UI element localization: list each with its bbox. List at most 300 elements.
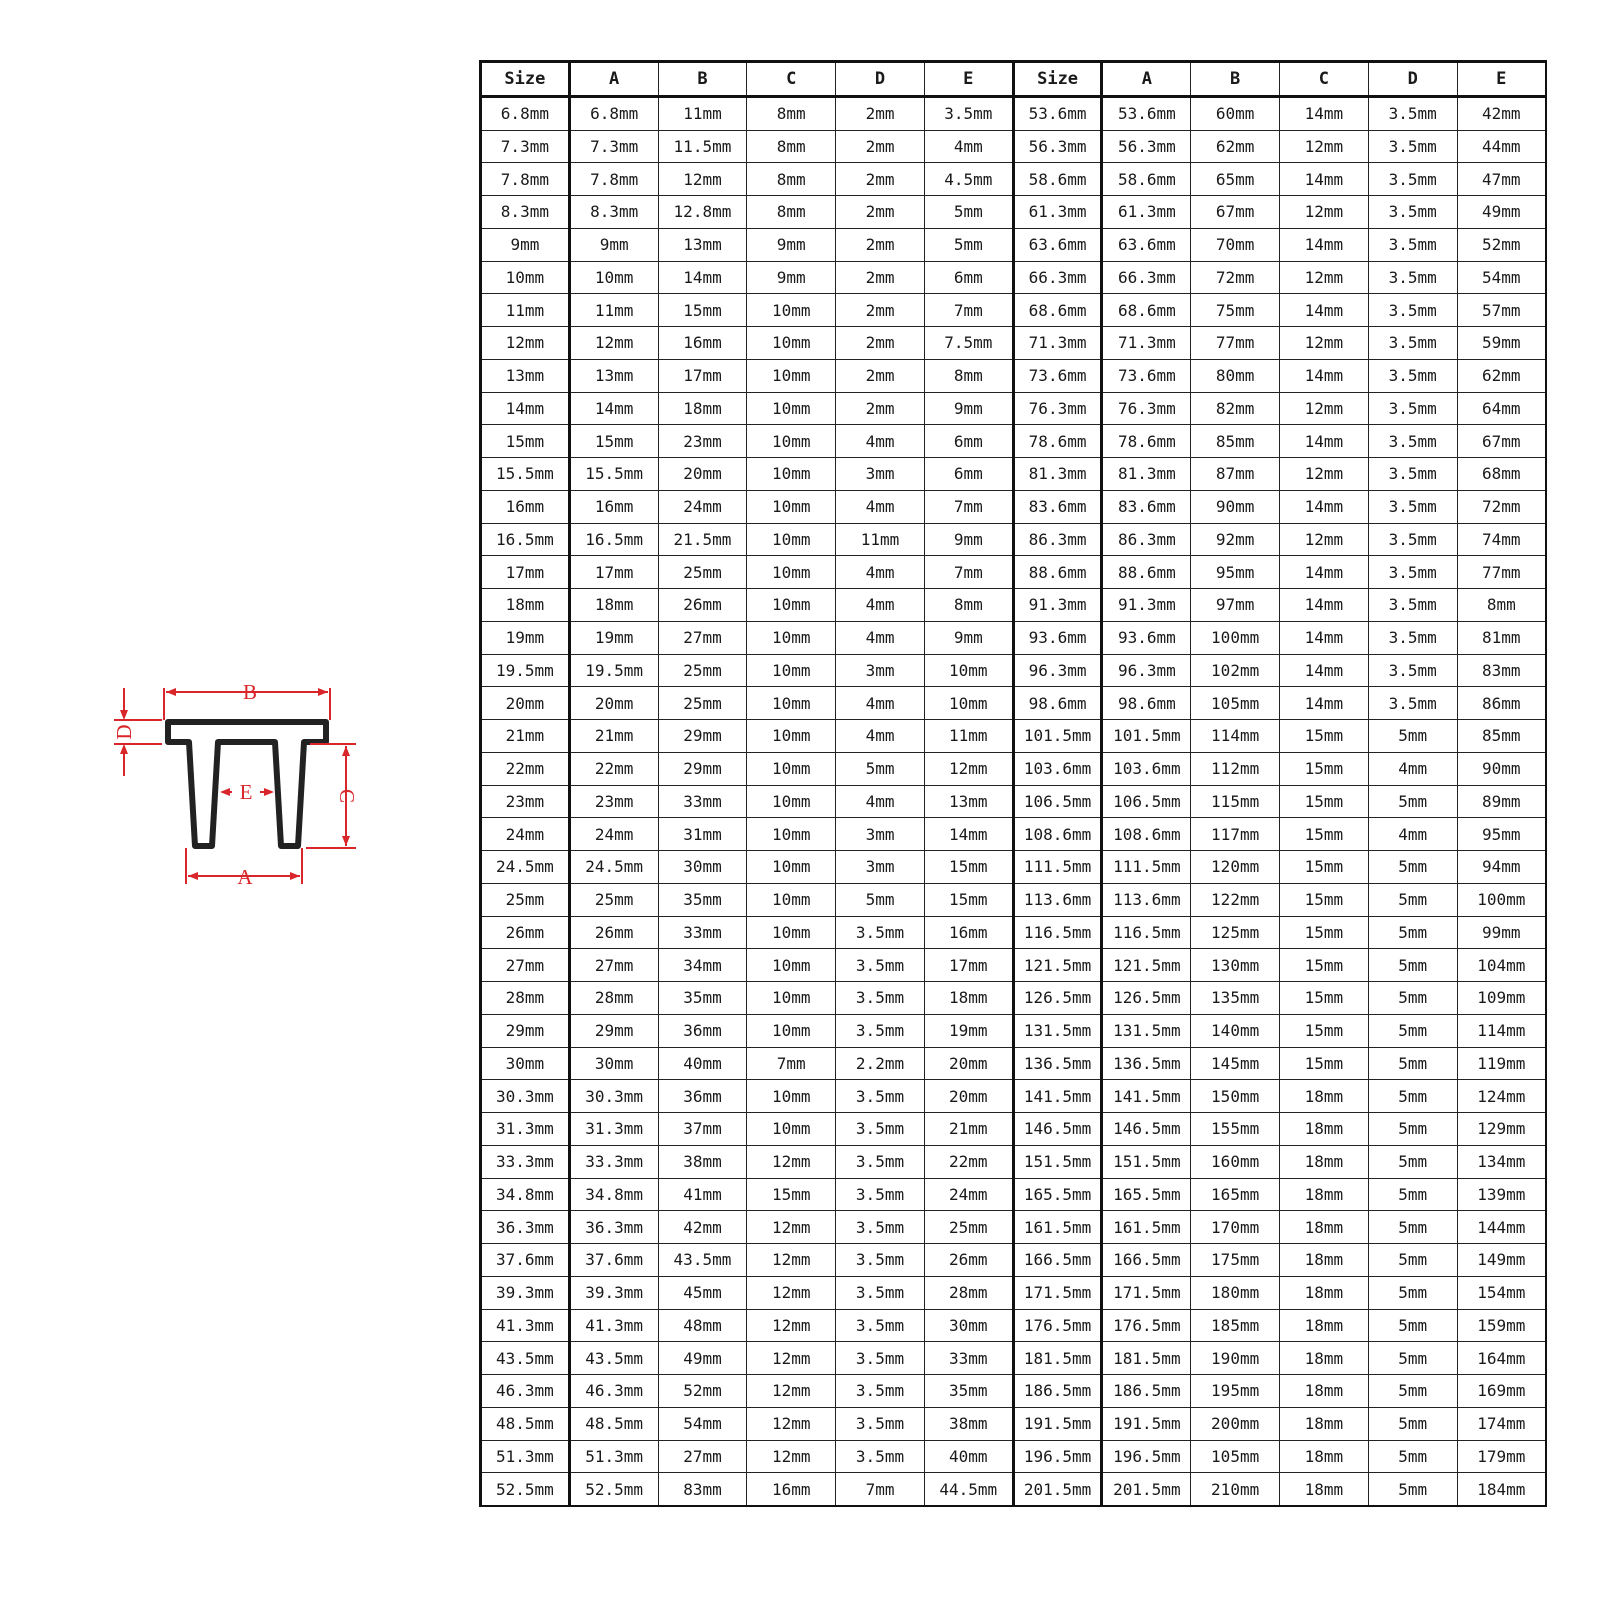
table-cell: 8mm xyxy=(747,130,836,163)
table-cell: 25mm xyxy=(924,1211,1013,1244)
table-cell: 15mm xyxy=(924,883,1013,916)
table-cell: 3.5mm xyxy=(924,96,1013,130)
table-cell: 2mm xyxy=(836,228,925,261)
table-cell: 78.6mm xyxy=(1013,425,1102,458)
table-cell: 83mm xyxy=(658,1473,747,1506)
column-header-size-right: Size xyxy=(1013,62,1102,97)
table-cell: 34mm xyxy=(658,949,747,982)
table-cell: 2mm xyxy=(836,261,925,294)
table-cell: 26mm xyxy=(924,1244,1013,1277)
table-cell: 5mm xyxy=(836,883,925,916)
table-row xyxy=(481,1309,1547,1342)
table-cell: 20mm xyxy=(569,687,658,720)
table-row xyxy=(481,687,1547,720)
table-cell: 15mm xyxy=(1280,916,1369,949)
table-row xyxy=(481,851,1547,884)
table-cell: 35mm xyxy=(658,982,747,1015)
table-cell: 25mm xyxy=(658,687,747,720)
table-cell: 2mm xyxy=(836,327,925,360)
table-cell: 3.5mm xyxy=(836,916,925,949)
table-cell: 6mm xyxy=(924,425,1013,458)
table-cell: 31.3mm xyxy=(569,1113,658,1146)
table-cell: 43.5mm xyxy=(569,1342,658,1375)
table-cell: 35mm xyxy=(924,1375,1013,1408)
table-cell: 38mm xyxy=(924,1407,1013,1440)
table-cell: 30mm xyxy=(569,1047,658,1080)
table-row xyxy=(481,883,1547,916)
label-c: C xyxy=(335,788,359,804)
table-cell: 3.5mm xyxy=(1368,556,1457,589)
table-row xyxy=(481,720,1547,753)
table-cell: 9mm xyxy=(569,228,658,261)
table-cell: 52mm xyxy=(658,1375,747,1408)
table-cell: 45mm xyxy=(658,1276,747,1309)
table-cell: 86.3mm xyxy=(1013,523,1102,556)
table-cell: 185mm xyxy=(1191,1309,1280,1342)
table-cell: 96.3mm xyxy=(1013,654,1102,687)
column-header-c-left: C xyxy=(747,62,836,97)
table-cell: 98.6mm xyxy=(1102,687,1191,720)
table-cell: 105mm xyxy=(1191,1440,1280,1473)
table-cell: 3.5mm xyxy=(1368,130,1457,163)
table-cell: 2mm xyxy=(836,196,925,229)
label-b: B xyxy=(242,680,258,704)
table-cell: 174mm xyxy=(1457,1407,1546,1440)
table-cell: 33.3mm xyxy=(569,1145,658,1178)
table-cell: 11mm xyxy=(658,96,747,130)
table-cell: 113.6mm xyxy=(1102,883,1191,916)
table-cell: 3.5mm xyxy=(1368,96,1457,130)
table-row xyxy=(481,818,1547,851)
table-cell: 59mm xyxy=(1457,327,1546,360)
table-cell: 201.5mm xyxy=(1102,1473,1191,1506)
table-cell: 5mm xyxy=(1368,1440,1457,1473)
table-row xyxy=(481,1276,1547,1309)
table-cell: 130mm xyxy=(1191,949,1280,982)
table-cell: 99mm xyxy=(1457,916,1546,949)
table-cell: 16mm xyxy=(569,490,658,523)
table-cell: 3.5mm xyxy=(1368,294,1457,327)
table-cell: 48.5mm xyxy=(569,1407,658,1440)
column-header-c-right: C xyxy=(1280,62,1369,97)
table-cell: 37.6mm xyxy=(481,1244,570,1277)
table-cell: 92mm xyxy=(1191,523,1280,556)
table-cell: 101.5mm xyxy=(1102,720,1191,753)
table-row xyxy=(481,1211,1547,1244)
table-cell: 47mm xyxy=(1457,163,1546,196)
table-cell: 25mm xyxy=(569,883,658,916)
table-cell: 65mm xyxy=(1191,163,1280,196)
table-cell: 5mm xyxy=(1368,851,1457,884)
table-cell: 8.3mm xyxy=(481,196,570,229)
table-cell: 5mm xyxy=(1368,1178,1457,1211)
table-row xyxy=(481,359,1547,392)
table-cell: 5mm xyxy=(924,228,1013,261)
table-cell: 7.3mm xyxy=(481,130,570,163)
table-cell: 15mm xyxy=(1280,752,1369,785)
table-cell: 14mm xyxy=(1280,654,1369,687)
table-cell: 180mm xyxy=(1191,1276,1280,1309)
table-cell: 184mm xyxy=(1457,1473,1546,1506)
table-cell: 88.6mm xyxy=(1013,556,1102,589)
table-cell: 29mm xyxy=(658,752,747,785)
table-cell: 2mm xyxy=(836,294,925,327)
table-cell: 68.6mm xyxy=(1102,294,1191,327)
table-cell: 12mm xyxy=(747,1276,836,1309)
table-cell: 9mm xyxy=(747,228,836,261)
table-cell: 36mm xyxy=(658,1080,747,1113)
table-cell: 4mm xyxy=(836,589,925,622)
table-cell: 18mm xyxy=(1280,1473,1369,1506)
table-cell: 10mm xyxy=(747,621,836,654)
table-cell: 10mm xyxy=(747,1080,836,1113)
table-cell: 23mm xyxy=(658,425,747,458)
table-cell: 8mm xyxy=(747,196,836,229)
table-cell: 67mm xyxy=(1191,196,1280,229)
table-row xyxy=(481,425,1547,458)
table-cell: 11mm xyxy=(569,294,658,327)
table-cell: 15mm xyxy=(1280,1047,1369,1080)
table-cell: 26mm xyxy=(481,916,570,949)
table-cell: 34.8mm xyxy=(569,1178,658,1211)
table-cell: 9mm xyxy=(924,621,1013,654)
table-cell: 18mm xyxy=(1280,1407,1369,1440)
table-cell: 10mm xyxy=(747,490,836,523)
table-cell: 11mm xyxy=(836,523,925,556)
table-cell: 62mm xyxy=(1191,130,1280,163)
size-dimension-table xyxy=(479,60,1547,1507)
table-cell: 5mm xyxy=(1368,1309,1457,1342)
table-cell: 58.6mm xyxy=(1013,163,1102,196)
table-cell: 3.5mm xyxy=(1368,490,1457,523)
table-cell: 88.6mm xyxy=(1102,556,1191,589)
table-cell: 10mm xyxy=(569,261,658,294)
table-cell: 171.5mm xyxy=(1102,1276,1191,1309)
table-cell: 16mm xyxy=(747,1473,836,1506)
table-row xyxy=(481,96,1547,130)
table-cell: 102mm xyxy=(1191,654,1280,687)
table-cell: 3.5mm xyxy=(836,1211,925,1244)
table-cell: 18mm xyxy=(1280,1440,1369,1473)
table-cell: 12mm xyxy=(747,1407,836,1440)
table-cell: 106.5mm xyxy=(1013,785,1102,818)
table-cell: 6.8mm xyxy=(569,96,658,130)
table-cell: 81.3mm xyxy=(1013,458,1102,491)
table-cell: 114mm xyxy=(1191,720,1280,753)
table-cell: 18mm xyxy=(1280,1145,1369,1178)
table-cell: 136.5mm xyxy=(1013,1047,1102,1080)
table-cell: 176.5mm xyxy=(1013,1309,1102,1342)
table-cell: 12mm xyxy=(1280,458,1369,491)
table-cell: 30mm xyxy=(924,1309,1013,1342)
table-cell: 68mm xyxy=(1457,458,1546,491)
table-cell: 18mm xyxy=(1280,1211,1369,1244)
table-cell: 5mm xyxy=(1368,720,1457,753)
table-cell: 114mm xyxy=(1457,1014,1546,1047)
table-row xyxy=(481,327,1547,360)
table-cell: 24mm xyxy=(569,818,658,851)
table-cell: 74mm xyxy=(1457,523,1546,556)
table-cell: 14mm xyxy=(1280,96,1369,130)
table-cell: 5mm xyxy=(1368,1014,1457,1047)
table-cell: 12mm xyxy=(747,1375,836,1408)
table-cell: 3.5mm xyxy=(836,1276,925,1309)
table-cell: 2.2mm xyxy=(836,1047,925,1080)
table-row xyxy=(481,1342,1547,1375)
table-cell: 155mm xyxy=(1191,1113,1280,1146)
table-cell: 176.5mm xyxy=(1102,1309,1191,1342)
table-cell: 43.5mm xyxy=(481,1342,570,1375)
table-cell: 18mm xyxy=(569,589,658,622)
table-cell: 108.6mm xyxy=(1013,818,1102,851)
table-cell: 12mm xyxy=(569,327,658,360)
table-cell: 2mm xyxy=(836,392,925,425)
table-cell: 24mm xyxy=(481,818,570,851)
table-row xyxy=(481,785,1547,818)
table-cell: 3.5mm xyxy=(836,1407,925,1440)
table-cell: 5mm xyxy=(1368,1473,1457,1506)
table-cell: 165.5mm xyxy=(1013,1178,1102,1211)
table-cell: 9mm xyxy=(924,392,1013,425)
table-cell: 57mm xyxy=(1457,294,1546,327)
table-cell: 12mm xyxy=(1280,327,1369,360)
table-cell: 15mm xyxy=(1280,851,1369,884)
table-cell: 5mm xyxy=(1368,1080,1457,1113)
table-cell: 18mm xyxy=(1280,1113,1369,1146)
table-cell: 122mm xyxy=(1191,883,1280,916)
table-cell: 27mm xyxy=(569,949,658,982)
table-cell: 81mm xyxy=(1457,621,1546,654)
table-cell: 36.3mm xyxy=(481,1211,570,1244)
table-cell: 145mm xyxy=(1191,1047,1280,1080)
table-cell: 10mm xyxy=(481,261,570,294)
table-cell: 14mm xyxy=(481,392,570,425)
table-cell: 4mm xyxy=(836,425,925,458)
table-cell: 19mm xyxy=(924,1014,1013,1047)
table-cell: 117mm xyxy=(1191,818,1280,851)
table-cell: 3.5mm xyxy=(1368,359,1457,392)
table-cell: 6.8mm xyxy=(481,96,570,130)
table-cell: 4mm xyxy=(1368,752,1457,785)
table-cell: 196.5mm xyxy=(1102,1440,1191,1473)
table-cell: 29mm xyxy=(569,1014,658,1047)
table-cell: 90mm xyxy=(1457,752,1546,785)
table-cell: 3mm xyxy=(836,458,925,491)
table-cell: 10mm xyxy=(747,654,836,687)
table-cell: 8mm xyxy=(924,359,1013,392)
table-row xyxy=(481,392,1547,425)
table-cell: 30mm xyxy=(481,1047,570,1080)
table-cell: 15mm xyxy=(924,851,1013,884)
table-row xyxy=(481,949,1547,982)
table-cell: 89mm xyxy=(1457,785,1546,818)
table-cell: 171.5mm xyxy=(1013,1276,1102,1309)
table-cell: 191.5mm xyxy=(1102,1407,1191,1440)
table-cell: 159mm xyxy=(1457,1309,1546,1342)
table-cell: 34.8mm xyxy=(481,1178,570,1211)
table-cell: 56.3mm xyxy=(1102,130,1191,163)
table-cell: 5mm xyxy=(1368,1375,1457,1408)
table-row xyxy=(481,621,1547,654)
table-cell: 10mm xyxy=(747,523,836,556)
table-row xyxy=(481,490,1547,523)
table-cell: 12mm xyxy=(1280,261,1369,294)
table-cell: 10mm xyxy=(747,785,836,818)
table-cell: 10mm xyxy=(747,589,836,622)
table-cell: 46.3mm xyxy=(569,1375,658,1408)
table-cell: 8mm xyxy=(1457,589,1546,622)
table-cell: 64mm xyxy=(1457,392,1546,425)
table-cell: 33mm xyxy=(658,785,747,818)
table-cell: 16mm xyxy=(658,327,747,360)
table-cell: 14mm xyxy=(1280,294,1369,327)
table-cell: 19.5mm xyxy=(481,654,570,687)
table-cell: 15.5mm xyxy=(481,458,570,491)
table-cell: 26mm xyxy=(658,589,747,622)
table-cell: 30.3mm xyxy=(481,1080,570,1113)
table-cell: 10mm xyxy=(747,458,836,491)
table-cell: 181.5mm xyxy=(1102,1342,1191,1375)
table-cell: 18mm xyxy=(1280,1178,1369,1211)
table-cell: 5mm xyxy=(924,196,1013,229)
table-row xyxy=(481,556,1547,589)
table-cell: 5mm xyxy=(1368,1113,1457,1146)
table-cell: 12mm xyxy=(747,1211,836,1244)
table-cell: 95mm xyxy=(1191,556,1280,589)
table-cell: 48mm xyxy=(658,1309,747,1342)
column-header-a-right: A xyxy=(1102,62,1191,97)
table-cell: 14mm xyxy=(569,392,658,425)
table-cell: 165mm xyxy=(1191,1178,1280,1211)
table-cell: 3.5mm xyxy=(1368,523,1457,556)
table-cell: 4mm xyxy=(836,490,925,523)
table-cell: 12mm xyxy=(747,1145,836,1178)
table-cell: 85mm xyxy=(1191,425,1280,458)
table-cell: 22mm xyxy=(569,752,658,785)
table-cell: 22mm xyxy=(481,752,570,785)
table-cell: 24.5mm xyxy=(481,851,570,884)
table-cell: 2mm xyxy=(836,163,925,196)
table-row xyxy=(481,1407,1547,1440)
table-cell: 52.5mm xyxy=(481,1473,570,1506)
table-cell: 15mm xyxy=(1280,982,1369,1015)
table-cell: 24mm xyxy=(658,490,747,523)
table-cell: 28mm xyxy=(924,1276,1013,1309)
table-cell: 8mm xyxy=(924,589,1013,622)
table-cell: 51.3mm xyxy=(569,1440,658,1473)
table-cell: 151.5mm xyxy=(1102,1145,1191,1178)
table-cell: 15mm xyxy=(1280,785,1369,818)
table-cell: 12mm xyxy=(1280,196,1369,229)
table-cell: 5mm xyxy=(1368,1047,1457,1080)
table-cell: 3.5mm xyxy=(836,1113,925,1146)
table-cell: 126.5mm xyxy=(1102,982,1191,1015)
table-cell: 11mm xyxy=(924,720,1013,753)
table-cell: 4mm xyxy=(836,621,925,654)
table-row xyxy=(481,196,1547,229)
table-cell: 111.5mm xyxy=(1102,851,1191,884)
table-cell: 135mm xyxy=(1191,982,1280,1015)
table-cell: 3.5mm xyxy=(1368,261,1457,294)
table-cell: 10mm xyxy=(747,294,836,327)
table-cell: 94mm xyxy=(1457,851,1546,884)
table-cell: 100mm xyxy=(1457,883,1546,916)
table-cell: 121.5mm xyxy=(1102,949,1191,982)
table-cell: 40mm xyxy=(658,1047,747,1080)
table-cell: 9mm xyxy=(747,261,836,294)
table-row xyxy=(481,261,1547,294)
table-cell: 83mm xyxy=(1457,654,1546,687)
table-cell: 19.5mm xyxy=(569,654,658,687)
table-cell: 121.5mm xyxy=(1013,949,1102,982)
table-cell: 8mm xyxy=(747,163,836,196)
table-cell: 13mm xyxy=(481,359,570,392)
table-cell: 73.6mm xyxy=(1102,359,1191,392)
table-cell: 108.6mm xyxy=(1102,818,1191,851)
table-header-row xyxy=(481,62,1547,97)
table-cell: 23mm xyxy=(481,785,570,818)
table-cell: 146.5mm xyxy=(1102,1113,1191,1146)
table-cell: 41.3mm xyxy=(481,1309,570,1342)
table-cell: 17mm xyxy=(569,556,658,589)
table-cell: 33mm xyxy=(658,916,747,949)
table-cell: 10mm xyxy=(747,818,836,851)
table-cell: 11mm xyxy=(481,294,570,327)
table-cell: 54mm xyxy=(658,1407,747,1440)
table-cell: 20mm xyxy=(658,458,747,491)
table-cell: 12mm xyxy=(747,1342,836,1375)
table-cell: 22mm xyxy=(924,1145,1013,1178)
table-cell: 21mm xyxy=(924,1113,1013,1146)
table-cell: 115mm xyxy=(1191,785,1280,818)
table-row xyxy=(481,654,1547,687)
table-cell: 14mm xyxy=(1280,490,1369,523)
table-cell: 4mm xyxy=(924,130,1013,163)
table-cell: 80mm xyxy=(1191,359,1280,392)
table-cell: 29mm xyxy=(658,720,747,753)
table-cell: 4mm xyxy=(836,687,925,720)
table-cell: 14mm xyxy=(1280,621,1369,654)
table-cell: 39.3mm xyxy=(481,1276,570,1309)
table-row xyxy=(481,1375,1547,1408)
table-cell: 85mm xyxy=(1457,720,1546,753)
table-cell: 9mm xyxy=(481,228,570,261)
table-cell: 186.5mm xyxy=(1102,1375,1191,1408)
table-cell: 17mm xyxy=(658,359,747,392)
table-cell: 7.5mm xyxy=(924,327,1013,360)
table-cell: 70mm xyxy=(1191,228,1280,261)
table-cell: 14mm xyxy=(1280,163,1369,196)
table-cell: 3.5mm xyxy=(836,1178,925,1211)
table-cell: 91.3mm xyxy=(1013,589,1102,622)
table-cell: 17mm xyxy=(924,949,1013,982)
column-header-b-left: B xyxy=(658,62,747,97)
table-cell: 6mm xyxy=(924,261,1013,294)
table-cell: 111.5mm xyxy=(1013,851,1102,884)
table-cell: 10mm xyxy=(747,982,836,1015)
table-cell: 90mm xyxy=(1191,490,1280,523)
table-cell: 36.3mm xyxy=(569,1211,658,1244)
table-cell: 18mm xyxy=(1280,1276,1369,1309)
table-cell: 146.5mm xyxy=(1013,1113,1102,1146)
table-cell: 97mm xyxy=(1191,589,1280,622)
table-cell: 42mm xyxy=(658,1211,747,1244)
table-body xyxy=(481,96,1547,1506)
table-cell: 4mm xyxy=(836,720,925,753)
table-cell: 35mm xyxy=(658,883,747,916)
table-cell: 27mm xyxy=(658,621,747,654)
table-row xyxy=(481,1473,1547,1506)
